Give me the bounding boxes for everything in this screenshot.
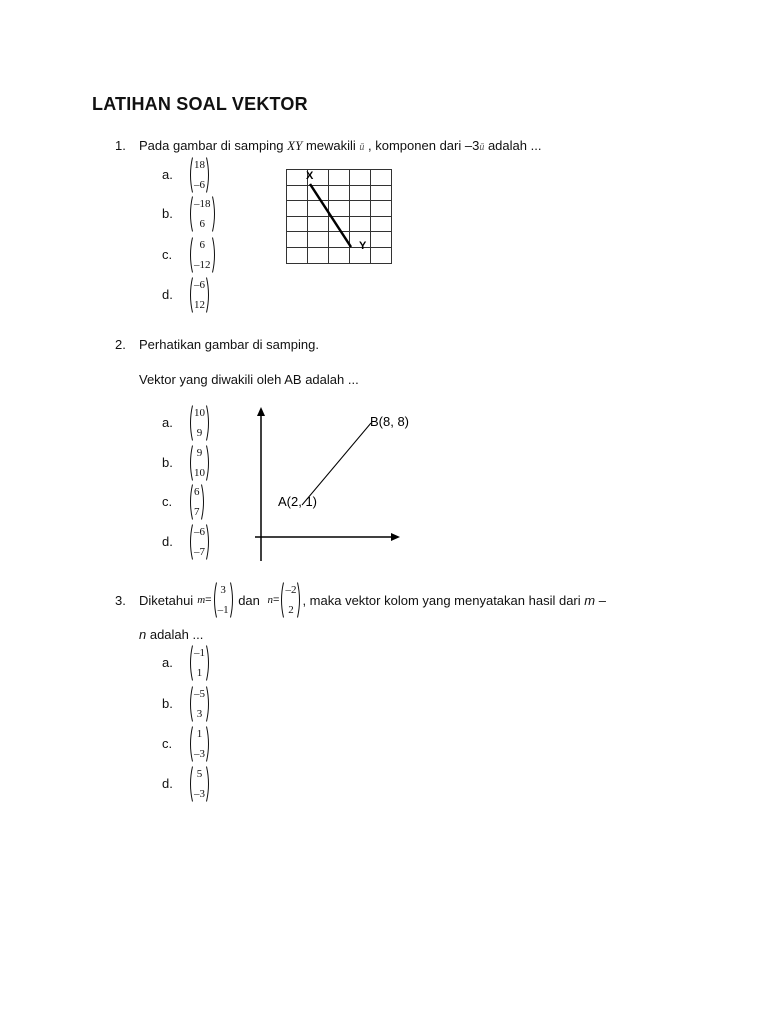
question-3-text-line2 xyxy=(139,627,203,642)
q2-a-bottom: 9 xyxy=(196,427,203,439)
q2-option-a-matrix xyxy=(188,405,211,441)
q1-option-c-matrix xyxy=(188,237,217,273)
q3-option-c-matrix xyxy=(188,726,211,762)
question-3-text xyxy=(139,580,606,620)
q1-scalar: –3 xyxy=(464,138,480,153)
question-2-number: 2. xyxy=(115,337,126,352)
q1-text-b: mewakili xyxy=(302,138,360,153)
q3-option-d-label: d. xyxy=(162,776,173,791)
q2-label-a: A(2, 1) xyxy=(278,494,318,509)
q2-c-top: 6 xyxy=(194,486,200,498)
q2-vector-ab-line xyxy=(302,423,371,505)
q2-a-top: 10 xyxy=(194,407,205,419)
q3-m-top: 3 xyxy=(220,584,226,596)
q2-option-c-label: c. xyxy=(162,494,173,509)
q3-c-bottom: –3 xyxy=(194,748,205,760)
q2-coordinate-figure xyxy=(250,400,420,565)
q1-a-top: 18 xyxy=(194,159,205,171)
q2-b-top: 9 xyxy=(196,447,203,459)
q1-label-x: X xyxy=(306,170,314,182)
q1-c-bottom: –12 xyxy=(194,259,211,271)
q1-option-a-label: a. xyxy=(162,167,173,182)
q2-b-bottom: 10 xyxy=(194,467,205,479)
q3-option-b-label: b. xyxy=(162,696,173,711)
q3-option-c-label: c. xyxy=(162,736,173,751)
q3-option-b-matrix xyxy=(188,686,211,722)
q3-text-a: Diketahui xyxy=(139,592,194,608)
question-1-number: 1. xyxy=(115,138,126,153)
q2-d-bottom: –7 xyxy=(194,546,205,558)
q3-dash: – xyxy=(595,592,606,608)
q2-d-top: –6 xyxy=(194,526,205,538)
q1-grid-figure xyxy=(285,168,395,266)
q2-option-d-label: d. xyxy=(162,534,173,549)
q2-option-b-label: b. xyxy=(162,455,173,470)
q3-option-a-matrix xyxy=(188,645,211,681)
q3-n-matrix xyxy=(279,582,302,618)
q1-c-top: 6 xyxy=(199,239,205,251)
q1-b-bottom: 6 xyxy=(199,218,205,230)
q1-vector-symbol-2: ū xyxy=(479,142,485,153)
q1-vector-xy-line xyxy=(310,184,351,247)
q3-n-bottom: 2 xyxy=(288,604,294,616)
q1-text-a: Pada gambar di samping xyxy=(139,138,288,153)
q3-b-top: –5 xyxy=(194,688,205,700)
q2-c-bottom: 7 xyxy=(194,506,200,518)
q3-option-d-matrix xyxy=(188,766,211,802)
q1-text-d: adalah ... xyxy=(484,138,542,153)
q1-text-xy: XY xyxy=(287,138,303,153)
q3-m-matrix xyxy=(212,582,235,618)
q1-text-c: , komponen dari xyxy=(364,138,465,153)
q2-y-axis-arrow xyxy=(257,407,265,416)
q1-label-y: Y xyxy=(359,240,367,252)
q3-n-top: –2 xyxy=(285,584,297,596)
q1-vector-symbol: ū xyxy=(359,142,365,153)
q3-n-symbol: n xyxy=(267,594,274,606)
q3-b-bottom: 3 xyxy=(196,708,203,720)
q3-eq-m: = xyxy=(205,594,212,606)
q3-a-top: –1 xyxy=(194,647,205,659)
q2-option-d-matrix xyxy=(188,524,211,560)
page-title: LATIHAN SOAL VEKTOR xyxy=(92,94,308,114)
q3-d-top: 5 xyxy=(196,768,203,780)
question-1-text xyxy=(139,138,541,154)
q1-option-d-matrix xyxy=(188,277,211,313)
q3-m-symbol: m xyxy=(197,594,206,606)
q3-m-bottom: –1 xyxy=(217,604,229,616)
q1-b-top: –18 xyxy=(194,198,211,210)
question-3-number: 3. xyxy=(115,593,126,608)
q1-d-bottom: 12 xyxy=(194,299,205,311)
q2-option-c-matrix xyxy=(188,484,206,520)
q1-option-b-label: b. xyxy=(162,206,173,221)
q3-eq-n: = xyxy=(273,594,280,606)
q3-text-c: , maka vektor kolom yang menyatakan hasil dari xyxy=(302,592,585,608)
q3-a-bottom: 1 xyxy=(196,667,203,679)
q3-d-bottom: –3 xyxy=(194,788,205,800)
q2-option-b-matrix xyxy=(188,445,211,481)
q3-text-b: dan xyxy=(234,592,264,608)
q1-option-a-matrix xyxy=(188,157,211,193)
q1-option-b-matrix xyxy=(188,196,217,232)
q3-option-a-label: a. xyxy=(162,655,173,670)
q3-n-italic: n xyxy=(139,627,147,642)
q3-m-italic: m xyxy=(584,592,596,608)
q2-label-b: B(8, 8) xyxy=(370,414,410,429)
q1-d-top: –6 xyxy=(194,279,205,291)
q3-text-d: adalah ... xyxy=(146,627,204,642)
q3-c-top: 1 xyxy=(196,728,203,740)
q1-option-c-label: c. xyxy=(162,247,173,262)
q1-grid-lines xyxy=(287,170,392,264)
q2-option-a-label: a. xyxy=(162,415,173,430)
q1-option-d-label: d. xyxy=(162,287,173,302)
q1-a-bottom: –6 xyxy=(194,179,205,191)
question-2-text: Perhatikan gambar di samping. xyxy=(139,337,319,352)
q2-x-axis-arrow xyxy=(391,533,400,541)
question-2-subtext: Vektor yang diwakili oleh AB adalah ... xyxy=(139,372,359,387)
